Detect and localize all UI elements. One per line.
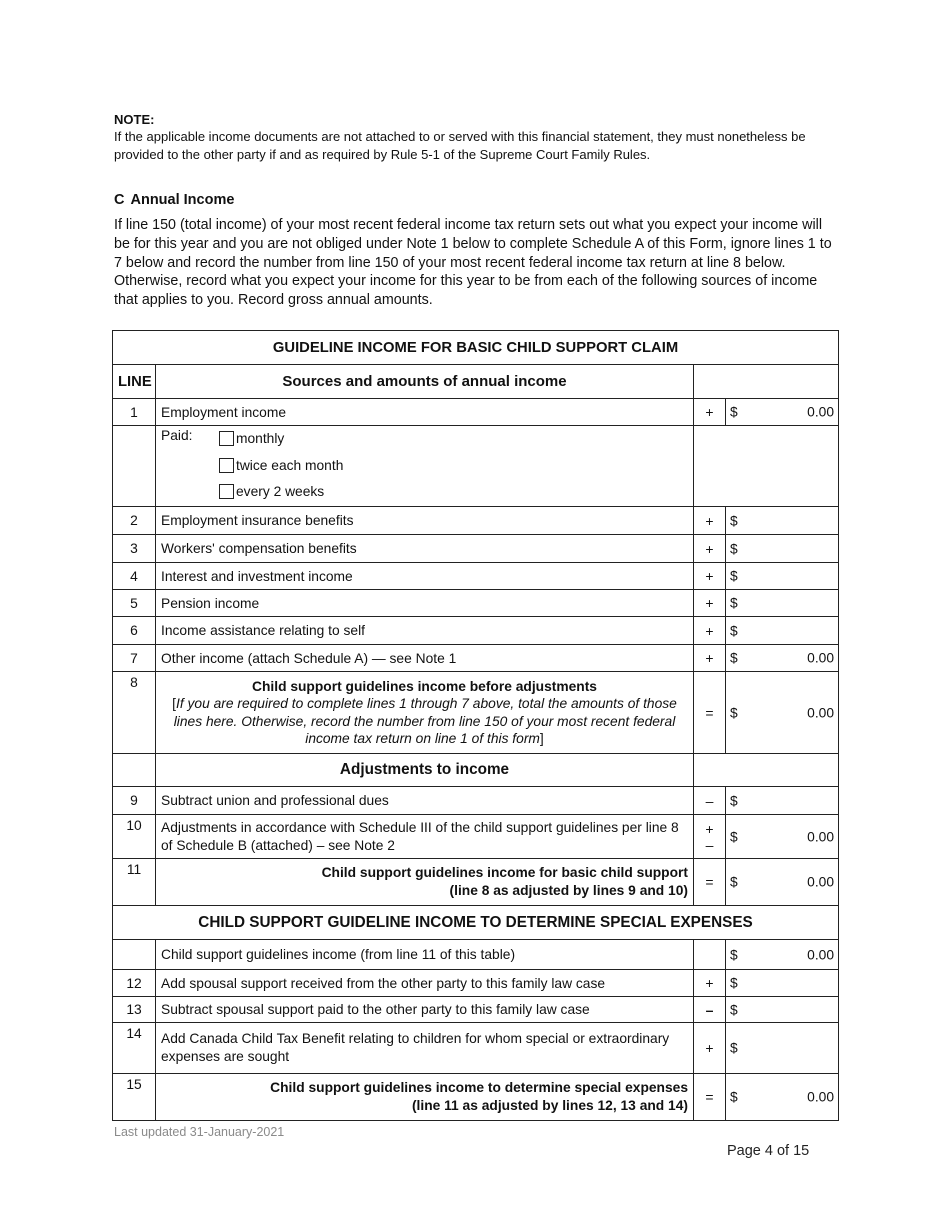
blank-line-cell [113, 426, 156, 507]
line-number: 5 [113, 590, 156, 617]
table-row-line-9 [113, 787, 839, 815]
table-row-line-6 [113, 617, 839, 645]
section-heading [114, 192, 234, 208]
table-header-row [113, 365, 839, 399]
table-title: GUIDELINE INCOME FOR BASIC CHILD SUPPORT CLAIM [113, 331, 839, 365]
line-number: 11 [113, 859, 156, 906]
line-description: Add spousal support received from the other party to this family law case [156, 970, 694, 997]
amount-field-line-1[interactable] [726, 399, 839, 426]
operator: + [694, 645, 726, 672]
line-column-header: LINE [113, 365, 156, 399]
paid-option-monthly[interactable] [219, 431, 284, 446]
amount-value: 0.00 [807, 829, 835, 844]
blank-amount-cell [694, 426, 839, 507]
table-row-line-5 [113, 590, 839, 617]
line-description: Adjustments in accordance with Schedule III of the child support guidelines per line 8 of Schedule B (attached) – see Note 2 [156, 815, 694, 859]
amount-value: 0.00 [807, 1089, 835, 1105]
section-title: Annual Income [130, 192, 235, 208]
note-text: If the applicable income documents are not attached to or served with this financial statement, they must nonetheless be provided to the other party if and as required by Rule 5-1 of the Supreme Court Family Rules. [114, 129, 806, 162]
amount-field-line-15[interactable] [726, 1074, 839, 1121]
operator: + [694, 1023, 726, 1074]
line-number [113, 940, 156, 970]
paid-option-twice-each-month[interactable] [219, 458, 343, 473]
line-11-subtitle: (line 8 as adjusted by lines 9 and 10) [449, 883, 688, 898]
line-description: Workers' compensation benefits [156, 535, 694, 563]
operator: = [694, 672, 726, 754]
table-row-line-12 [113, 970, 839, 997]
dollar-sign: $ [730, 829, 738, 844]
line-description: Other income (attach Schedule A) — see Note 1 [156, 645, 694, 672]
line-number: 13 [113, 997, 156, 1023]
table-row-line-13 [113, 997, 839, 1023]
adjustments-header: Adjustments to income [156, 754, 694, 787]
dollar-sign: $ [730, 874, 738, 890]
amount-field-line-11[interactable] [726, 859, 839, 906]
sources-column-header: Sources and amounts of annual income [156, 365, 694, 399]
table-row-line-4 [113, 563, 839, 590]
dollar-sign: $ [730, 595, 738, 611]
line-15-subtitle: (line 11 as adjusted by lines 12, 13 and 14) [411, 1098, 688, 1113]
dollar-sign: $ [730, 623, 738, 638]
every-2-weeks-checkbox[interactable] [219, 484, 234, 499]
option-label: every 2 weeks [236, 484, 325, 499]
amount-field-line-8[interactable] [726, 672, 839, 754]
line-8-title: Child support guidelines income before adjustments [252, 678, 597, 694]
line-number: 1 [113, 399, 156, 426]
table-row-paid-frequency [113, 426, 839, 507]
amount-field-line-14[interactable] [726, 1023, 839, 1074]
paid-label: Paid: [161, 428, 193, 443]
dollar-sign: $ [730, 1089, 738, 1105]
amount-value: 0.00 [807, 947, 835, 962]
line-11-title: Child support guidelines income for basic child support [321, 864, 688, 880]
amount-field-line-7[interactable] [726, 645, 839, 672]
amount-value: 0.00 [807, 705, 835, 720]
line-description: Employment income [156, 399, 694, 426]
operator: + [694, 590, 726, 617]
table-row-line-3 [113, 535, 839, 563]
dollar-sign: $ [730, 947, 738, 962]
dollar-sign: $ [730, 541, 738, 556]
option-label: monthly [236, 431, 285, 446]
table-row-line-1 [113, 399, 839, 426]
line-description: Subtract spousal support paid to the other party to this family law case [156, 997, 694, 1023]
dollar-sign: $ [730, 705, 738, 720]
line-15-title: Child support guidelines income to determine special expenses [270, 1079, 688, 1095]
operator: – [694, 787, 726, 815]
paid-frequency-cell [156, 426, 694, 507]
header-blank-cell [694, 365, 839, 399]
table-row-line-14 [113, 1023, 839, 1074]
table-row-line-2 [113, 507, 839, 535]
table-row-line-15 [113, 1074, 839, 1121]
line-number: 12 [113, 970, 156, 997]
line-8-instruction-text: If you are required to complete lines 1 through 7 above, total the amounts of those lines here. Otherwise, record the number from line 150 of your most recent federal income tax return on line 1 of this form [173, 696, 677, 746]
special-expenses-title-row [113, 906, 839, 940]
plus-sign: + [705, 820, 714, 837]
line-number: 2 [113, 507, 156, 535]
table-row-line-8 [113, 672, 839, 754]
amount-field-line-12[interactable] [726, 970, 839, 997]
line-description: Income assistance relating to self [156, 617, 694, 645]
line-number: 9 [113, 787, 156, 815]
line-description: Child support guidelines income (from line 11 of this table) [156, 940, 694, 970]
twice-each-month-checkbox[interactable] [219, 458, 234, 473]
note-heading: NOTE: [114, 112, 155, 127]
section-intro: If line 150 (total income) of your most recent federal income tax return sets out what you expect your income will be for this year and you are not obliged under Note 1 below to complete Schedule A of this Form, ignore lines 1 to 7 below and record the number from line 150 of your most recent federal income tax return at line 8 below. Otherwise, record what you expect your income for this year to be from each of the following sources of income that applies to you. Record gross annual amounts. [114, 217, 832, 309]
line-description: Subtract union and professional dues [156, 787, 694, 815]
line-description: Employment insurance benefits [156, 507, 694, 535]
line-number: 14 [113, 1023, 156, 1074]
amount-value: 0.00 [807, 874, 835, 890]
line-11-description [156, 859, 694, 906]
amount-field-base-income[interactable] [726, 940, 839, 970]
table-row-line-7 [113, 645, 839, 672]
minus-sign: – [705, 836, 714, 853]
operator [694, 940, 726, 970]
dollar-sign: $ [730, 975, 738, 991]
line-8-description [156, 672, 694, 754]
amount-field-line-10[interactable] [726, 815, 839, 859]
amount-value: 0.00 [807, 650, 835, 666]
line-number: 6 [113, 617, 156, 645]
operator: + [694, 563, 726, 590]
page-number: Page 4 of 15 [727, 1143, 810, 1159]
last-updated-text: Last updated 31-January-2021 [114, 1125, 285, 1139]
dollar-sign: $ [730, 1002, 738, 1017]
amount-field-line-4[interactable] [726, 563, 839, 590]
operator: + [694, 970, 726, 997]
line-number: 7 [113, 645, 156, 672]
special-expenses-title: CHILD SUPPORT GUIDELINE INCOME TO DETERMINE SPECIAL EXPENSES [113, 906, 839, 940]
line-number: 10 [113, 815, 156, 859]
line-description: Add Canada Child Tax Benefit relating to children for whom special or extraordinary expenses are sought [156, 1023, 694, 1074]
operator: = [694, 1074, 726, 1121]
operator: – [694, 997, 726, 1023]
dollar-sign: $ [730, 404, 738, 420]
guideline-income-table [112, 330, 839, 1121]
amount-field-line-9[interactable] [726, 787, 839, 815]
line-15-description [156, 1074, 694, 1121]
line-8-instructions [161, 695, 688, 748]
dollar-sign: $ [730, 513, 738, 528]
dollar-sign: $ [730, 650, 738, 666]
table-title-row [113, 331, 839, 365]
operator: + [694, 617, 726, 645]
option-label: twice each month [236, 458, 344, 473]
section-letter: C [114, 192, 125, 208]
operator: + [694, 535, 726, 563]
adjustments-header-row [113, 754, 839, 787]
line-number: 3 [113, 535, 156, 563]
amount-field-line-13[interactable] [726, 997, 839, 1023]
table-row-line-11 [113, 859, 839, 906]
bracket-close: ] [539, 731, 544, 746]
line-number: 8 [113, 672, 156, 754]
blank-amount-cell [694, 754, 839, 787]
operator: + [694, 399, 726, 426]
dollar-sign: $ [730, 1040, 738, 1056]
table-row-base-income [113, 940, 839, 970]
bracket-open: [ [172, 696, 176, 711]
amount-field-line-3[interactable] [726, 535, 839, 563]
amount-value: 0.00 [807, 404, 835, 420]
blank-line-cell [113, 754, 156, 787]
table-row-line-10 [113, 815, 839, 859]
monthly-checkbox[interactable] [219, 431, 234, 446]
plus-minus-operator [694, 815, 726, 859]
line-description: Interest and investment income [156, 563, 694, 590]
amount-field-line-2[interactable] [726, 507, 839, 535]
line-description: Pension income [156, 590, 694, 617]
operator: + [694, 507, 726, 535]
operator: = [694, 859, 726, 906]
line-number: 4 [113, 563, 156, 590]
dollar-sign: $ [730, 568, 738, 584]
dollar-sign: $ [730, 793, 738, 808]
amount-field-line-5[interactable] [726, 590, 839, 617]
paid-option-every-2-weeks[interactable] [219, 484, 324, 499]
line-number: 15 [113, 1074, 156, 1121]
amount-field-line-6[interactable] [726, 617, 839, 645]
